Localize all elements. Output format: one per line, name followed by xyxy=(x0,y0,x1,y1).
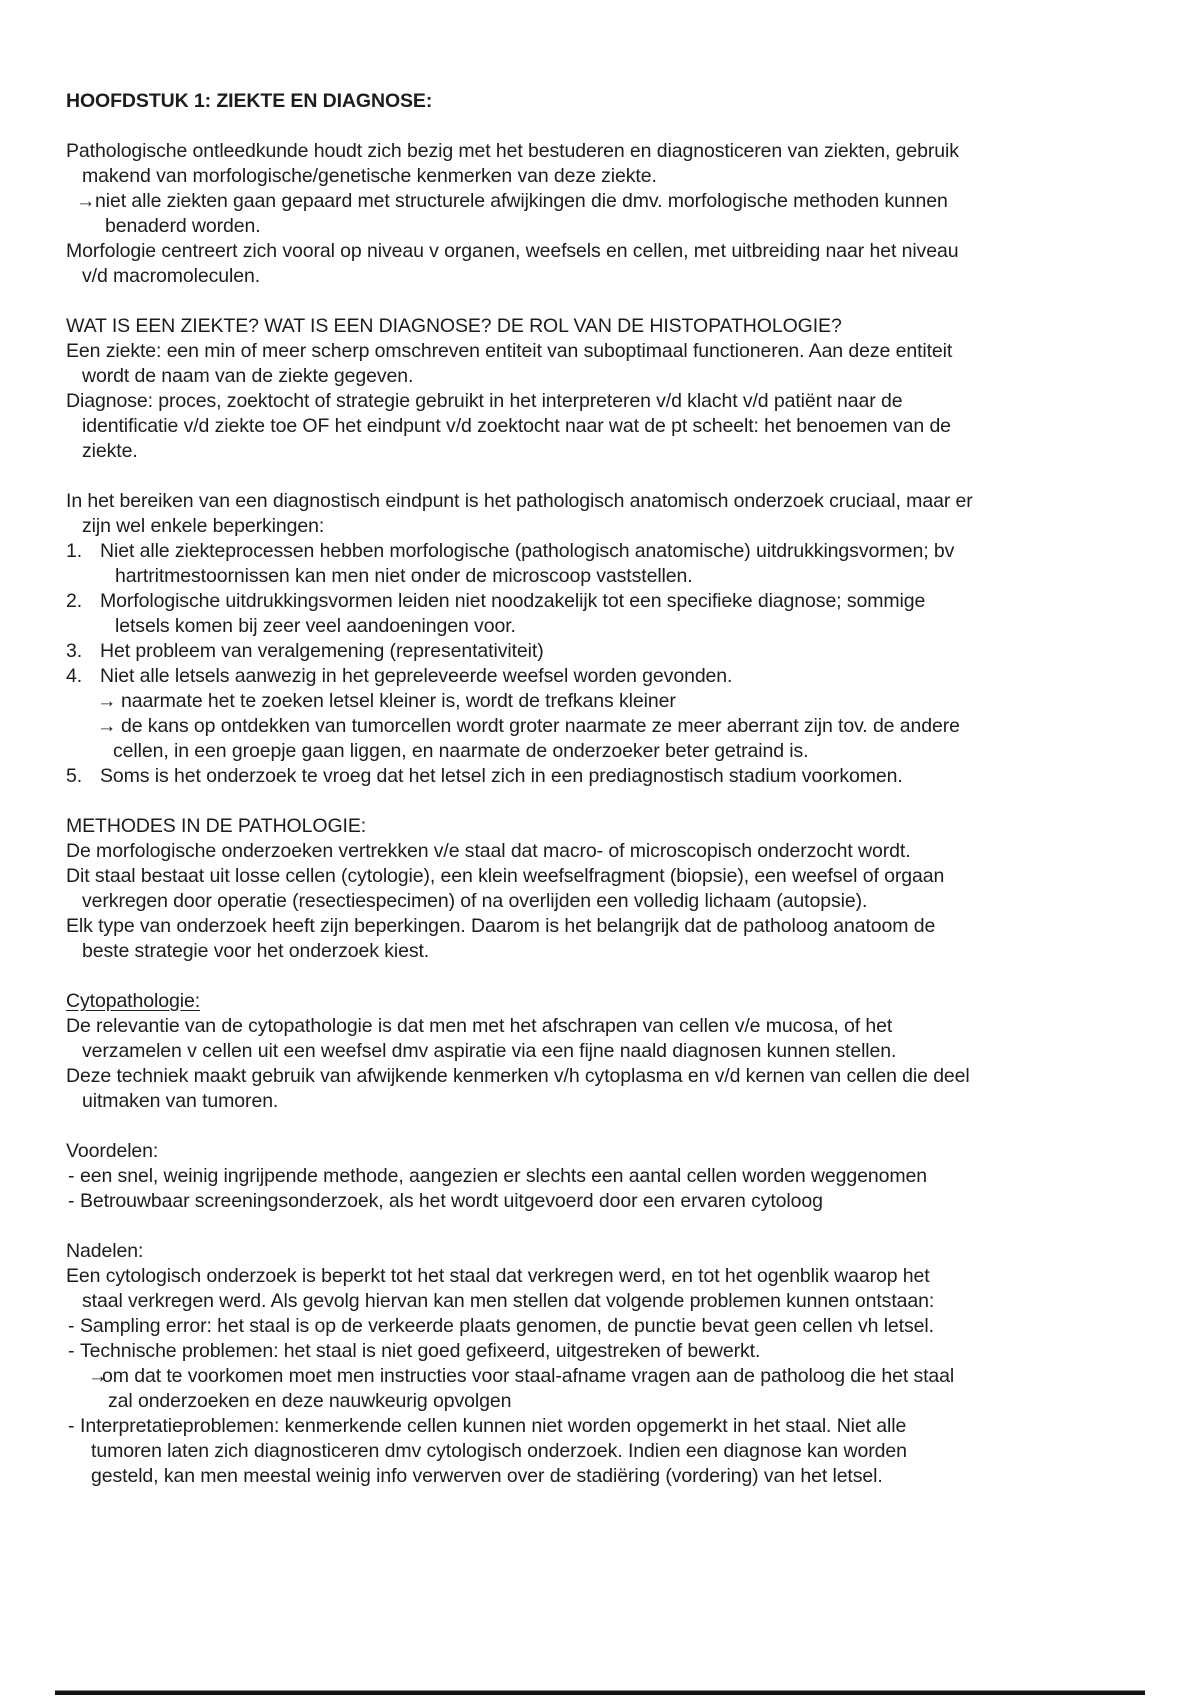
blank-line xyxy=(66,289,1176,314)
text-line xyxy=(66,1139,1176,1164)
list-number: 4. xyxy=(66,665,83,687)
list-number: 5. xyxy=(66,765,83,787)
line-text: beste strategie voor het onderzoek kiest. xyxy=(82,940,430,962)
text-line xyxy=(66,564,1176,589)
line-text: Betrouwbaar screeningsonderzoek, als het wordt uitgevoerd door een ervaren cytoloog xyxy=(80,1190,823,1212)
document-title xyxy=(66,89,1176,114)
text-line xyxy=(66,1289,1176,1314)
dash-bullet: - xyxy=(68,1315,75,1337)
document-content xyxy=(66,89,1176,1489)
line-text: een snel, weinig ingrijpende methode, aangezien er slechts een aantal cellen worden weggenomen xyxy=(80,1165,928,1187)
text-line xyxy=(66,1464,1176,1489)
dash-bullet: - xyxy=(68,1165,75,1187)
blank-line xyxy=(66,789,1176,814)
text-line xyxy=(66,189,1176,214)
line-text: Morfologische uitdrukkingsvormen leiden niet noodzakelijk tot een specifieke diagnose; sommige xyxy=(100,590,926,612)
text-line xyxy=(66,689,1176,714)
line-text: Nadelen: xyxy=(66,1240,144,1262)
text-line xyxy=(66,264,1176,289)
text-line xyxy=(66,1389,1176,1414)
line-text: niet alle ziekten gaan gepaard met structurele afwijkingen die dmv. morfologische methoden kunnen xyxy=(95,190,948,212)
line-text: letsels komen bij zeer veel aandoeningen voor. xyxy=(115,615,516,637)
text-line xyxy=(66,164,1176,189)
line-text: gesteld, kan men meestal weinig info verwerven over de stadiëring (vordering) van het letsel. xyxy=(91,1465,883,1487)
line-text: staal verkregen werd. Als gevolg hiervan kan men stellen dat volgende problemen kunnen ontstaan: xyxy=(82,1290,935,1312)
arrow-bullet: → xyxy=(97,715,117,737)
text-line xyxy=(66,389,1176,414)
text-line xyxy=(66,1014,1176,1039)
line-text: WAT IS EEN ZIEKTE? WAT IS EEN DIAGNOSE? DE ROL VAN DE HISTOPATHOLOGIE? xyxy=(66,315,842,337)
text-line xyxy=(66,839,1176,864)
section-heading xyxy=(66,314,1176,339)
text-line xyxy=(66,514,1176,539)
text-line xyxy=(66,1089,1176,1114)
line-text: Het probleem van veralgemening (representativiteit) xyxy=(100,640,544,662)
line-text: verkregen door operatie (resectiespecimen) of na overlijden een volledig lichaam (autopsie). xyxy=(82,890,868,912)
text-line xyxy=(66,739,1176,764)
text-line xyxy=(66,1164,1176,1189)
line-text: verzamelen v cellen uit een weefsel dmv aspiratie via een fijne naald diagnosen kunnen stellen. xyxy=(82,1040,897,1062)
text-line xyxy=(66,864,1176,889)
line-text: zijn wel enkele beperkingen: xyxy=(82,515,325,537)
text-line xyxy=(66,1239,1176,1264)
text-line xyxy=(66,1039,1176,1064)
text-line xyxy=(66,714,1176,739)
line-text: Sampling error: het staal is op de verkeerde plaats genomen, de punctie bevat geen cellen vh letsel. xyxy=(80,1315,934,1337)
list-number: 1. xyxy=(66,540,83,562)
line-text: Voordelen: xyxy=(66,1140,159,1162)
dash-bullet: - xyxy=(68,1415,75,1437)
line-text: De morfologische onderzoeken vertrekken v/e staal dat macro- of microscopisch onderzocht wordt. xyxy=(66,840,911,862)
text-line xyxy=(66,239,1176,264)
line-text: om dat te voorkomen moet men instructies voor staal-afname vragen aan de patholoog die het staal xyxy=(102,1365,955,1387)
line-text: ziekte. xyxy=(82,440,138,462)
text-line xyxy=(66,214,1176,239)
text-line xyxy=(66,1314,1176,1339)
line-text: Niet alle letsels aanwezig in het gepreleveerde weefsel worden gevonden. xyxy=(100,665,733,687)
list-number: 2. xyxy=(66,590,83,612)
line-text: Niet alle ziekteprocessen hebben morfologische (pathologisch anatomische) uitdrukkingsvormen; bv xyxy=(100,540,955,562)
line-text: benaderd worden. xyxy=(105,215,261,237)
line-text: naarmate het te zoeken letsel kleiner is, wordt de trefkans kleiner xyxy=(121,690,676,712)
text-line xyxy=(66,414,1176,439)
arrow-bullet: → xyxy=(76,190,96,212)
text-line xyxy=(66,139,1176,164)
text-line xyxy=(66,1189,1176,1214)
line-text: Een ziekte: een min of meer scherp omschreven entiteit van suboptimaal functioneren. Aan deze entiteit xyxy=(66,340,953,362)
text-line xyxy=(66,1414,1176,1439)
line-text: v/d macromoleculen. xyxy=(82,265,261,287)
line-text: Deze techniek maakt gebruik van afwijkende kenmerken v/h cytoplasma en v/d kernen van cellen die deel xyxy=(66,1065,970,1087)
line-text: HOOFDSTUK 1: ZIEKTE EN DIAGNOSE: xyxy=(66,90,433,112)
text-line xyxy=(66,889,1176,914)
line-text: cellen, in een groepje gaan liggen, en naarmate de onderzoeker beter getraind is. xyxy=(113,740,809,762)
blank-line xyxy=(66,1214,1176,1239)
subsection-heading xyxy=(66,989,1176,1014)
line-text: makend van morfologische/genetische kenmerken van deze ziekte. xyxy=(82,165,657,187)
text-line xyxy=(66,489,1176,514)
dash-bullet: - xyxy=(68,1340,75,1362)
line-text: Morfologie centreert zich vooral op niveau v organen, weefsels en cellen, met uitbreiding naar het niveau xyxy=(66,240,959,262)
line-text: Diagnose: proces, zoektocht of strategie gebruikt in het interpreteren v/d klacht v/d patiënt naar de xyxy=(66,390,903,412)
line-text: Elk type van onderzoek heeft zijn beperkingen. Daarom is het belangrijk dat de patholoog anatoom de xyxy=(66,915,936,937)
blank-line xyxy=(66,114,1176,139)
line-text: Cytopathologie: xyxy=(66,990,201,1012)
blank-line xyxy=(66,964,1176,989)
line-text: Dit staal bestaat uit losse cellen (cytologie), een klein weefselfragment (biopsie), een weefsel of orgaan xyxy=(66,865,945,887)
line-text: Een cytologisch onderzoek is beperkt tot het staal dat verkregen werd, en tot het ogenblik waarop het xyxy=(66,1265,930,1287)
text-line xyxy=(66,764,1176,789)
text-line xyxy=(66,589,1176,614)
arrow-bullet: → xyxy=(88,1365,108,1387)
line-text: METHODES IN DE PATHOLOGIE: xyxy=(66,815,367,837)
line-text: wordt de naam van de ziekte gegeven. xyxy=(82,365,414,387)
line-text: Interpretatieproblemen: kenmerkende cellen kunnen niet worden opgemerkt in het staal. Niet alle xyxy=(80,1415,907,1437)
dash-bullet: - xyxy=(68,1190,75,1212)
text-line xyxy=(66,614,1176,639)
line-text: tumoren laten zich diagnosticeren dmv cytologisch onderzoek. Indien een diagnose kan worden xyxy=(91,1440,907,1462)
text-line xyxy=(66,539,1176,564)
page-divider-line xyxy=(55,1690,1145,1695)
text-line xyxy=(66,664,1176,689)
text-line xyxy=(66,439,1176,464)
section-heading xyxy=(66,814,1176,839)
blank-line xyxy=(66,464,1176,489)
line-text: De relevantie van de cytopathologie is dat men met het afschrapen van cellen v/e mucosa, of het xyxy=(66,1015,893,1037)
text-line xyxy=(66,1064,1176,1089)
line-text: identificatie v/d ziekte toe OF het eindpunt v/d zoektocht naar wat de pt scheelt: het benoemen van de xyxy=(82,415,951,437)
line-text: hartritmestoornissen kan men niet onder de microscoop vaststellen. xyxy=(115,565,693,587)
line-text: Soms is het onderzoek te vroeg dat het letsel zich in een prediagnostisch stadium voorkomen. xyxy=(100,765,903,787)
line-text: In het bereiken van een diagnostisch eindpunt is het pathologisch anatomisch onderzoek cruciaal, maar er xyxy=(66,490,973,512)
text-line xyxy=(66,939,1176,964)
text-line xyxy=(66,914,1176,939)
arrow-bullet: → xyxy=(97,690,117,712)
text-line xyxy=(66,339,1176,364)
text-line xyxy=(66,1439,1176,1464)
line-text: uitmaken van tumoren. xyxy=(82,1090,279,1112)
text-line xyxy=(66,1264,1176,1289)
text-line xyxy=(66,1364,1176,1389)
list-number: 3. xyxy=(66,640,83,662)
line-text: de kans op ontdekken van tumorcellen wordt groter naarmate ze meer aberrant zijn tov. de andere xyxy=(121,715,960,737)
text-line xyxy=(66,639,1176,664)
text-line xyxy=(66,364,1176,389)
line-text: Pathologische ontleedkunde houdt zich bezig met het bestuderen en diagnosticeren van ziekten, gebruik xyxy=(66,140,959,162)
line-text: Technische problemen: het staal is niet goed gefixeerd, uitgestreken of bewerkt. xyxy=(80,1340,761,1362)
blank-line xyxy=(66,1114,1176,1139)
line-text: zal onderzoeken en deze nauwkeurig opvolgen xyxy=(108,1390,512,1412)
text-line xyxy=(66,1339,1176,1364)
